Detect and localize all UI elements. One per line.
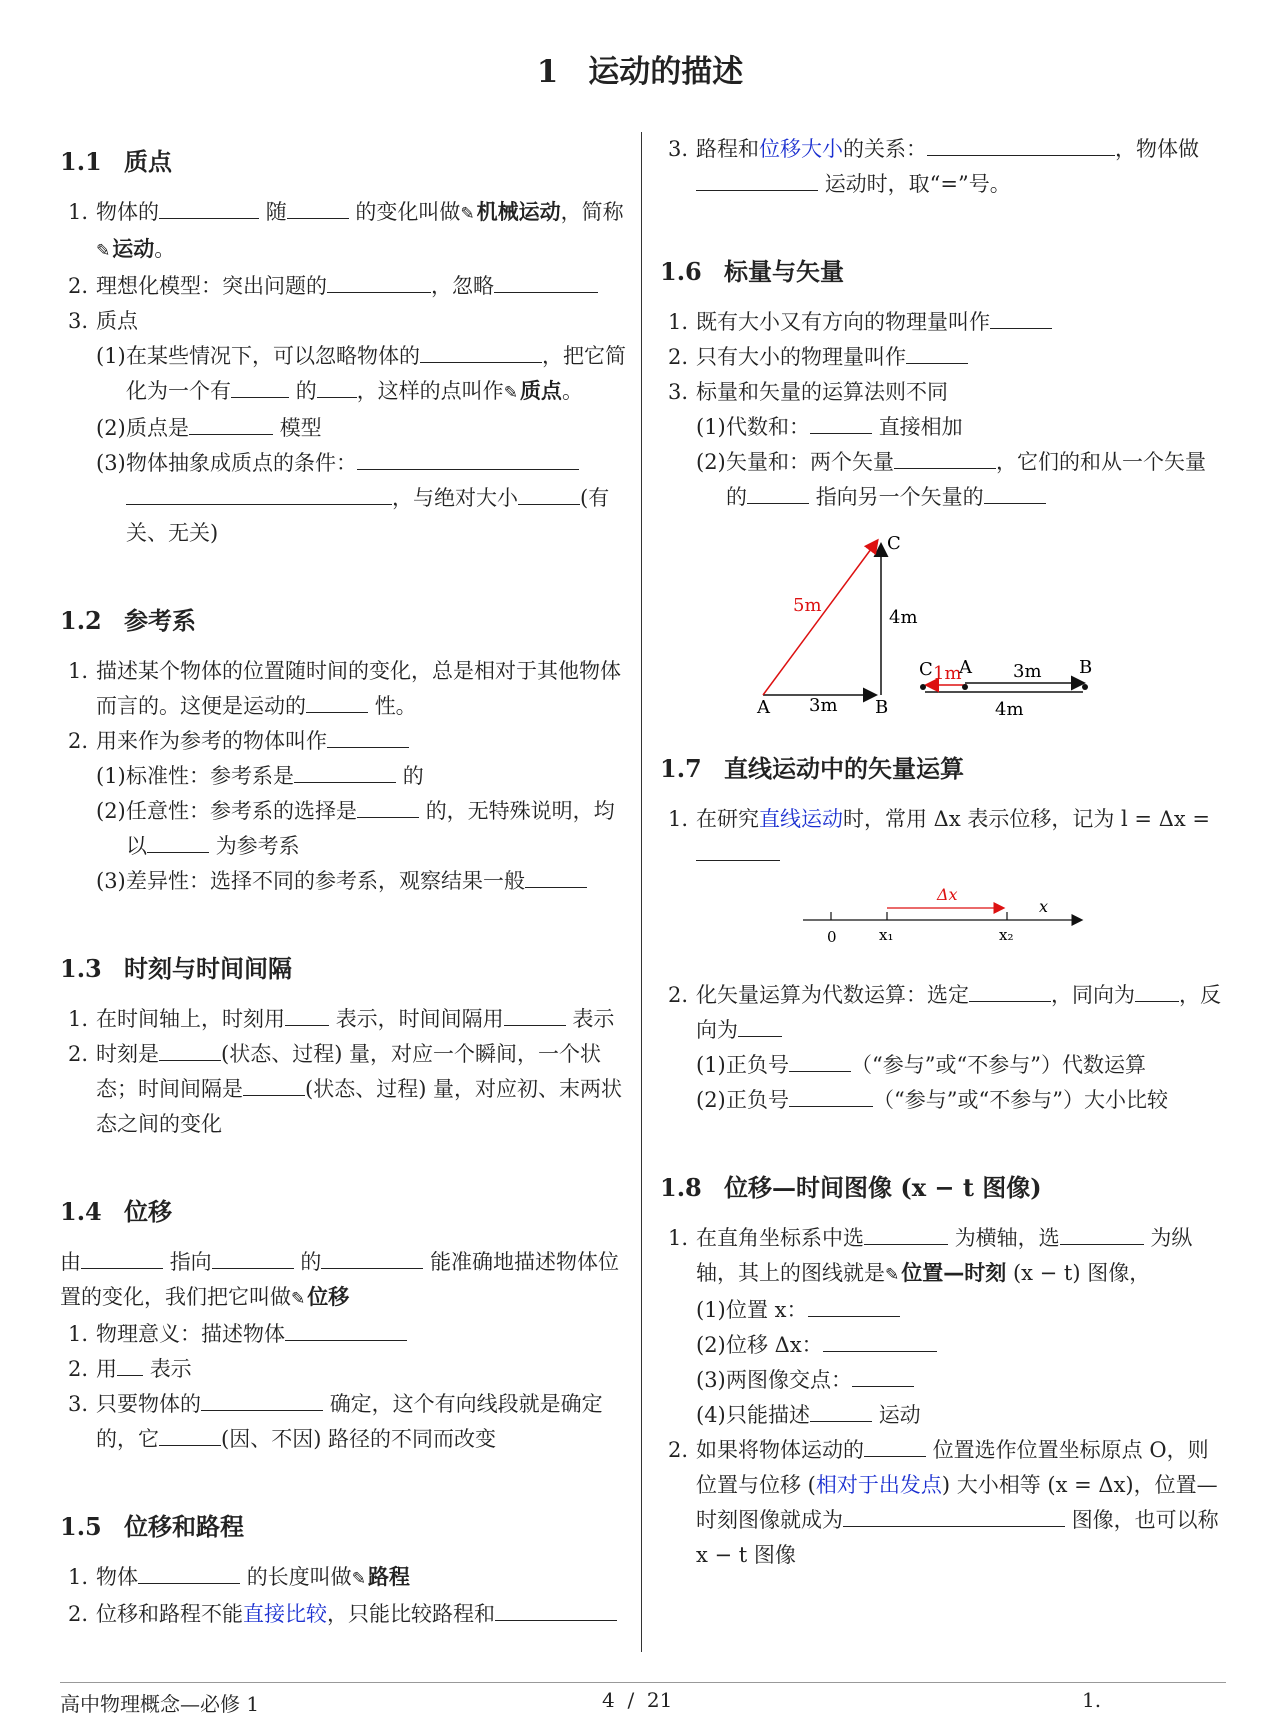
fill-blank[interactable] [738,1014,782,1037]
fill-blank[interactable] [285,1318,407,1341]
fill-blank[interactable] [494,270,598,293]
list-item: 1. 既有大小又有方向的物理量叫作 [660,305,1226,340]
fill-blank[interactable] [525,865,587,888]
fill-blank[interactable] [789,1049,851,1072]
sub-item: (1) 位置 x： [660,1293,1226,1328]
label-3m2: 3m [1013,661,1042,682]
paragraph: 由 指向 的 能准确地描述物体位置的变化，我们把它叫做✎位移 [60,1245,632,1317]
footer-section: 1. [1082,1688,1102,1712]
label-c: C [887,533,901,554]
fill-blank[interactable] [518,482,580,505]
list-item: 1. 在直角坐标系中选 为横轴，选 为纵轴，其上的图线就是✎位置—时刻 (x − t) 图像， [660,1221,1226,1293]
sub-item: (1) 在某些情况下，可以忽略物体的 ，把它简化为一个有 的 ，这样的点叫作✎质点。 [60,339,632,411]
sub-item: (2) 质点是 模型 [60,411,632,446]
fill-blank[interactable] [285,1003,329,1026]
label-5m: 5m [793,595,822,616]
right-column [660,132,1226,1573]
fill-blank[interactable] [504,1003,566,1026]
fill-blank[interactable] [159,1423,221,1446]
pencil-icon: ✎ [351,1569,366,1589]
pencil-icon: ✎ [885,1265,900,1285]
number-line-figure [793,884,1093,954]
list-item: 2. 位移和路程不能直接比较，只能比较路程和 [60,1597,632,1632]
fill-blank[interactable] [810,1399,872,1422]
section-heading-1-4: 1.4 位移 [60,1197,172,1226]
fill-blank[interactable] [317,375,357,398]
pencil-icon: ✎ [503,383,518,403]
list-item: 2. 只有大小的物理量叫作 [660,340,1226,375]
fill-blank[interactable] [420,340,542,363]
list-item: 2. 用来作为参考的物体叫作 [60,724,632,759]
page-title [0,46,1280,91]
fill-blank[interactable] [306,690,368,713]
list-item: 1. 在研究直线运动时，常用 Δx 表示位移，记为 l = Δx = [660,802,1226,872]
label-b: B [875,697,889,715]
column-divider [641,132,642,1652]
fill-blank[interactable] [969,979,1051,1002]
footer-rule [60,1682,1226,1683]
sub-item: (1) 标准性：参考系是 的 [60,759,632,794]
label-zero: 0 [827,928,837,946]
fill-blank[interactable] [864,1434,926,1457]
fill-blank[interactable] [927,133,1115,156]
section-heading-1-6: 1.6 标量与矢量 [660,257,844,286]
fill-blank[interactable] [696,168,818,191]
label-b2: B [1079,657,1093,678]
list-item: 2. 理想化模型：突出问题的 ，忽略 [60,269,632,304]
list-item: 3. 质点 [68,309,138,333]
list-item: 3. 只要物体的 确定，这个有向线段就是确定的，它 (因、不因) 路径的不同而改变 [60,1387,632,1457]
label-4m: 4m [889,607,918,628]
chapter-title: 运动的描述 [588,54,744,90]
list-item: 1. 物理意义：描述物体 [60,1317,632,1352]
fill-blank[interactable] [357,795,419,818]
fill-blank[interactable] [495,1598,617,1621]
list-item: 1. 物体的 随 的变化叫做✎机械运动，简称✎运动。 [60,195,632,269]
section-heading-1-7: 1.7 直线运动中的矢量运算 [660,754,964,783]
sub-item: (3) 物体抽象成质点的条件： ，与绝对大小 (有关、无关) [60,446,632,551]
chapter-number: 1 [536,54,559,90]
fill-blank[interactable] [789,1084,873,1107]
label-1m: 1m [933,663,962,684]
list-item: 2. 时刻是 (状态、过程) 量，对应一个瞬间，一个状态；时间间隔是 (状态、过程) 量，对应初、末两状态之间的变化 [60,1037,632,1142]
fill-blank[interactable] [990,306,1052,329]
fill-blank[interactable] [147,830,209,853]
fill-blank[interactable] [243,1073,305,1096]
fill-blank[interactable] [159,1038,221,1061]
sub-item: (4) 只能描述 运动 [660,1398,1226,1433]
fill-blank[interactable] [126,482,392,505]
fill-blank[interactable] [823,1329,937,1352]
fill-blank[interactable] [81,1246,163,1269]
left-column [60,132,632,1632]
list-item: 2. 用 表示 [60,1352,632,1387]
fill-blank[interactable] [294,760,396,783]
sub-item: (2) 任意性：参考系的选择是 的，无特殊说明，均以 为参考系 [60,794,632,864]
label-a: A [757,697,770,715]
list-item: 1. 物体 的长度叫做✎路程 [60,1560,632,1597]
list-item: 1. 描述某个物体的位置随时间的变化，总是相对于其他物体而言的。这便是运动的 性。 [68,659,621,718]
fill-blank[interactable] [1060,1222,1144,1245]
list-item: 2. 化矢量运算为代数运算：选定 ，同向为 ，反向为 [660,978,1226,1048]
sub-item: (2) 矢量和：两个矢量 ，它们的和从一个矢量的 指向另一个矢量的 [660,445,1226,515]
list-item: 1. 在时间轴上，时刻用 表示，时间间隔用 表示 [60,1002,632,1037]
fill-blank[interactable] [852,1364,914,1387]
footer-title: 高中物理概念—必修 1 [60,1692,260,1716]
fill-blank[interactable] [906,341,968,364]
vector-ac [763,541,877,695]
label-3m: 3m [809,695,838,715]
fill-blank[interactable] [1135,979,1179,1002]
fill-blank[interactable] [321,1246,423,1269]
pencil-icon: ✎ [96,241,111,261]
sub-item: (2) 正负号 （“参与”或“不参与”）大小比较 [660,1083,1226,1118]
label-x: x [1039,897,1049,916]
fill-blank[interactable] [808,1294,900,1317]
fill-blank[interactable] [287,196,349,219]
sub-item: (2) 位移 Δx： [660,1328,1226,1363]
list-item: 2. 如果将物体运动的 位置选作位置坐标原点 O，则位置与位移 (相对于出发点) 大小相等 (x = Δx)，位置—时刻图像就成为 图像，也可以称 x − t 图像 [660,1433,1226,1573]
label-4m2: 4m [995,699,1024,715]
section-heading-1-8: 1.8 位移—时间图像 (x − t 图像) [660,1173,1042,1202]
page-number: 4 / 21 [602,1688,673,1712]
fill-blank[interactable] [189,412,273,435]
section-heading-1-3: 1.3 时刻与时间间隔 [60,954,292,983]
fill-blank[interactable] [357,447,579,470]
sub-item: (1) 正负号 （“参与”或“不参与”）代数运算 [660,1048,1226,1083]
fill-blank[interactable] [984,481,1046,504]
fill-blank[interactable] [894,446,996,469]
fill-blank[interactable] [810,411,872,434]
section-heading-1-2: 1.2 参考系 [60,606,196,635]
section-heading-1-1: 1.1 质点 [60,147,172,176]
label-dx: Δx [937,885,958,904]
sub-item: (1) 代数和： 直接相加 [660,410,1226,445]
fill-blank[interactable] [864,1222,948,1245]
list-item: 3. 路程和位移大小的关系： ，物体做 运动时，取“=”号。 [660,132,1226,202]
fill-blank[interactable] [231,375,289,398]
pencil-icon: ✎ [291,1289,306,1309]
fill-blank[interactable] [138,1561,240,1584]
label-a2: A [959,657,972,678]
sub-item: (3) 差异性：选择不同的参考系，观察结果一般 [60,864,632,899]
fill-blank[interactable] [159,196,259,219]
section-heading-1-5: 1.5 位移和路程 [60,1512,244,1541]
list-item: 3. 标量和矢量的运算法则不同 [668,380,948,404]
label-x2: x₂ [999,926,1014,944]
fill-blank[interactable] [117,1353,143,1376]
vector-addition-figure [723,515,1163,715]
fill-blank[interactable] [696,838,780,861]
sub-item: (3) 两图像交点： [660,1363,1226,1398]
fill-blank[interactable] [327,725,409,748]
fill-blank[interactable] [201,1388,323,1411]
fill-blank[interactable] [327,270,431,293]
label-x1: x₁ [879,926,894,944]
fill-blank[interactable] [843,1504,1065,1527]
label-c2: C [919,659,933,680]
fill-blank[interactable] [212,1246,294,1269]
pencil-icon: ✎ [460,204,475,224]
fill-blank[interactable] [747,481,809,504]
